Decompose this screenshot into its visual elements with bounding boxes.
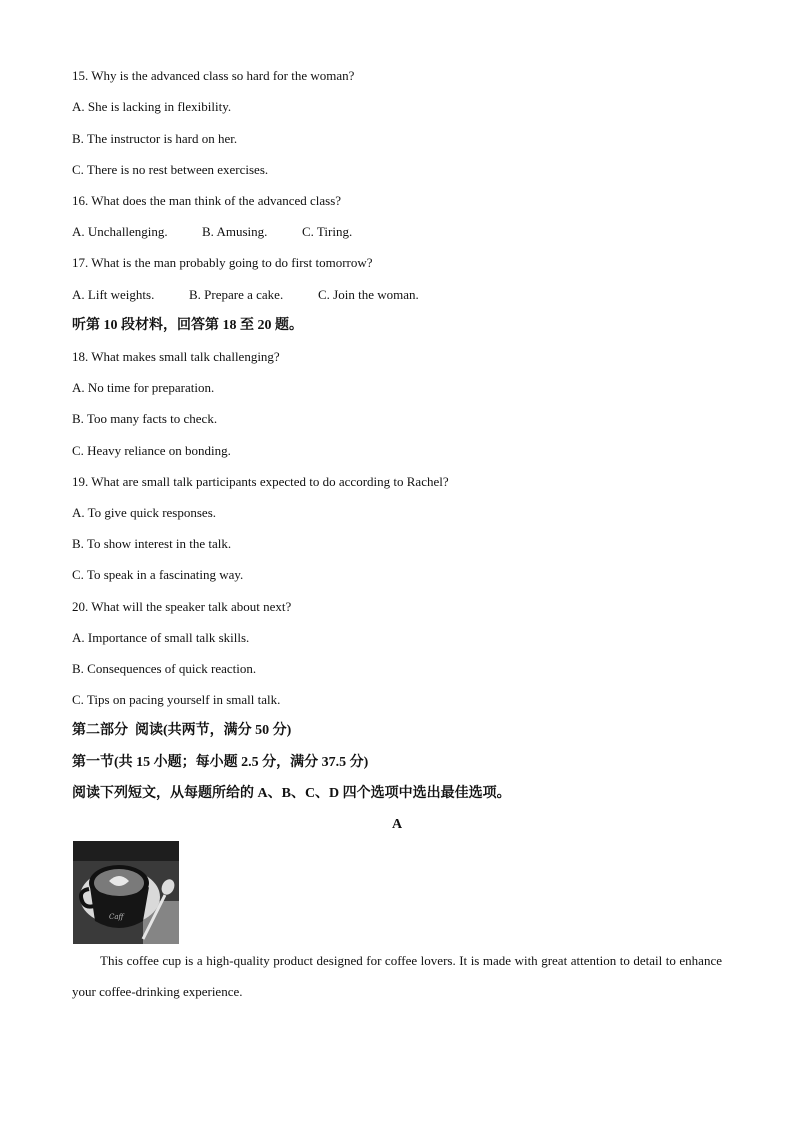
- passage-label: A: [391, 817, 403, 832]
- q20-option-b: B. Consequences of quick reaction.: [72, 661, 257, 676]
- q15-option-a: A. She is lacking in flexibility.: [72, 99, 232, 114]
- q20-option-a: A. Importance of small talk skills.: [72, 630, 250, 645]
- q17-options: [72, 286, 419, 304]
- section-10-heading: 听第 10 段材料，回答第 18 至 20 题。: [72, 318, 303, 333]
- q17-option-c: C. Join the woman.: [318, 287, 419, 302]
- q20-stem: 20. What will the speaker talk about next?: [72, 599, 292, 614]
- part-2-heading: 第二部分 阅读(共两节，满分 50 分): [72, 723, 292, 738]
- q18-option-b: B. Too many facts to check.: [72, 411, 218, 426]
- q18-stem: 18. What makes small talk challenging?: [72, 349, 280, 364]
- q16-option-a: A. Unchallenging.: [72, 224, 168, 239]
- q15-stem: 15. Why is the advanced class so hard for the woman?: [72, 68, 355, 83]
- passage-paragraph: This coffee cup is a high-quality product designed for coffee lovers. It is made with great attention to detail to enhance your coffee-drinking experience.: [72, 953, 722, 999]
- q16-stem: 16. What does the man think of the advanced class?: [72, 193, 342, 208]
- reading-instruction: 阅读下列短文，从每题所给的 A、B、C、D 四个选项中选出最佳选项。: [72, 786, 511, 801]
- q18-option-c: C. Heavy reliance on bonding.: [72, 443, 231, 458]
- q17-stem: 17. What is the man probably going to do first tomorrow?: [72, 255, 373, 270]
- q16-options: [72, 223, 352, 241]
- q17-option-a: A. Lift weights.: [72, 287, 155, 302]
- coffee-cup-image: [73, 841, 179, 944]
- q16-option-b: B. Amusing.: [202, 224, 268, 239]
- q19-option-b: B. To show interest in the talk.: [72, 536, 232, 551]
- coffee-cup-photo: [73, 841, 179, 944]
- q15-option-b: B. The instructor is hard on her.: [72, 131, 238, 146]
- q15-option-c: C. There is no rest between exercises.: [72, 162, 269, 177]
- section-1-heading: 第一节(共 15 小题；每小题 2.5 分，满分 37.5 分): [72, 755, 369, 770]
- q18-option-a: A. No time for preparation.: [72, 380, 215, 395]
- q16-option-c: C. Tiring.: [302, 224, 353, 239]
- q19-stem: 19. What are small talk participants expected to do according to Rachel?: [72, 474, 449, 489]
- q17-option-b: B. Prepare a cake.: [189, 287, 284, 302]
- cup-logo-text: Caff: [109, 913, 124, 921]
- q19-option-a: A. To give quick responses.: [72, 505, 216, 520]
- q20-option-c: C. Tips on pacing yourself in small talk.: [72, 692, 281, 707]
- q19-option-c: C. To speak in a fascinating way.: [72, 567, 244, 582]
